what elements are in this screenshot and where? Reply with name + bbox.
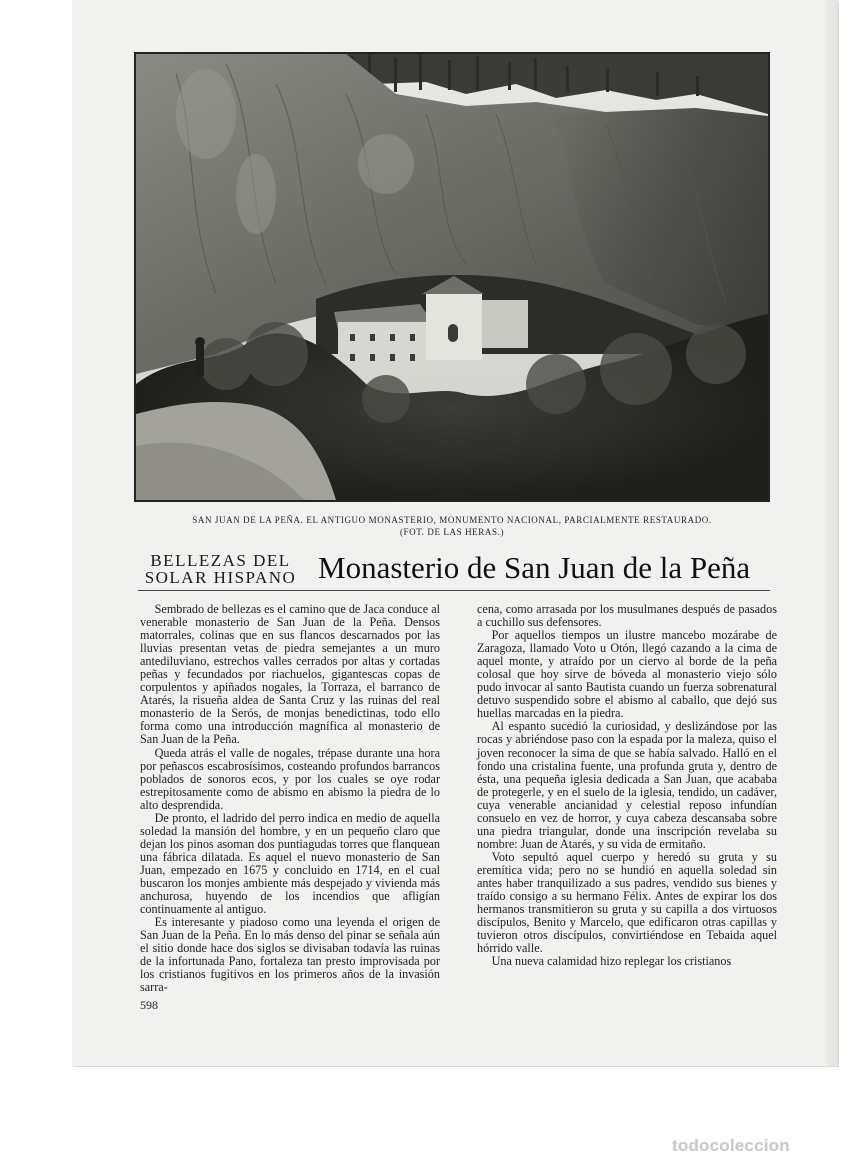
paragraph: cena, como arrasada por los musulmanes después de pasados a cuchillo sus defensores. (477, 602, 777, 630)
photo-caption (134, 514, 770, 538)
caption-credit: (FOT. DE LAS HERAS.) (399, 527, 505, 537)
section-heading (138, 552, 303, 586)
section-heading-line2: SOLAR HISPANO (144, 568, 297, 587)
paragraph: Una nueva calamidad hizo replegar los cristianos (491, 954, 732, 969)
photo-illustration (136, 54, 768, 500)
section-heading-line1: BELLEZAS DEL (150, 551, 291, 570)
paragraph: Queda atrás el valle de nogales, trépase durante una hora por peñascos escabrosísimos, costeando profundos barrancos poblados de sonoros ecos, y por los cuales se oye rodar estrepitosamente como de abismo en abismo la piedra de lo alto desprendida. (140, 745, 440, 812)
article-column-left (140, 603, 440, 994)
paragraph: Es interesante y piadoso como una leyenda el origen de San Juan de la Peña. En lo más denso del pinar se señala aún el sitio donde hace dos siglos se divisaban todavía las ruinas de la infortunada Pano, fortaleza tan presto improvisada por los cristianos fugitivos en los primeros años de la invasión sarra- (140, 915, 440, 995)
title-rule (138, 590, 770, 591)
caption-line: SAN JUAN DE LA PEÑA. EL ANTIGUO MONASTERIO, MONUMENTO NACIONAL, PARCIALMENTE RESTAURADO. (192, 515, 712, 525)
paragraph: Voto sepultó aquel cuerpo y heredó su gruta y su eremítica vida; pero no se hundió en aquella soledad sin antes haber tranquilizado a sus padres, vendido sus bienes y traído consigo a su hermano Félix. Antes de expirar los dos hermanos transmitieron su gruta y su capilla a dos virtuosos discípulos, Benito y Marcelo, que edificaron otras capillas y tuvieron otros discípulos, convirtiéndose en Tebaida aquel hórrido valle. (477, 849, 777, 956)
paragraph: De pronto, el ladrido del perro indica en medio de aquella soledad la mansión del hombre, y en un pequeño claro que dejan los pinos asoman dos puntiagudas torres que flanquean una fábrica dilatada. Es aquel el nuevo monasterio de San Juan, empezado en 1675 y concluido en 1714, en el cual buscaron los monjes ambiente más despejado y vivienda más anchurosa, huyendo de los incendios que afligían continuamente al antiguo. (140, 810, 440, 917)
paragraph: Por aquellos tiempos un ilustre mancebo mozárabe de Zaragoza, llamado Voto u Otón, llegó cazando a la cima de aquel monte, y atraído por un ciervo al borde de la peña colosal que hoy sirve de bóveda al monasterio viejo sólo pudo invocar al santo Bautista cuando un fuerza sobrenatural detuvo suspendido sobre el abismo al caballo, que dejó sus huellas marcadas en la piedra. (477, 628, 777, 721)
paragraph: Sembrado de bellezas es el camino que de Jaca conduce al venerable monasterio de San Juan de la Peña. Densos matorrales, colinas que en sus flancos descarnados por las lluvias presentan vetas de piedra semejantes a un muro antediluviano, estrechos valles cerrados por altas y cortadas peñas y fecundados por riachuelos, gigantescas copas de corpulentos y apiñados nogales, la Torraza, el barranco de Atarés, la risueña aldea de Santa Cruz y las ruinas del real monasterio de la Serós, de monjas benedictinas, todo ello forma como una introducción magnífica al monasterio de San Juan de la Peña. (140, 602, 440, 747)
article-title: Monasterio de San Juan de la Peña (318, 550, 751, 585)
paragraph: Al espanto sucedió la curiosidad, y deslizándose por las rocas y abriéndose paso con la espada por la maleza, quiso el joven reconocer la sima de que se había salvado. Halló en el fondo una cristalina fuente, una profunda gruta y, dentro de ésta, una pequeña iglesia dedicada a San Juan, que acababa de protegerle, y en el suelo de la iglesia, tendido, un cadáver, cuya venerable ancianidad y celestial reposo infundían consuelo en vez de horror, y cuya cabeza descansaba sobre una piedra triangular, donde una inscripción revelaba su nombre: Juan de Atarés, y su vida de ermitaño. (477, 719, 777, 851)
article-column-right (477, 603, 777, 968)
page-number: 598 (140, 998, 158, 1012)
monastery-photograph (134, 52, 770, 502)
watermark-logo: todocoleccion (672, 1136, 790, 1155)
page-edge (826, 0, 838, 1066)
